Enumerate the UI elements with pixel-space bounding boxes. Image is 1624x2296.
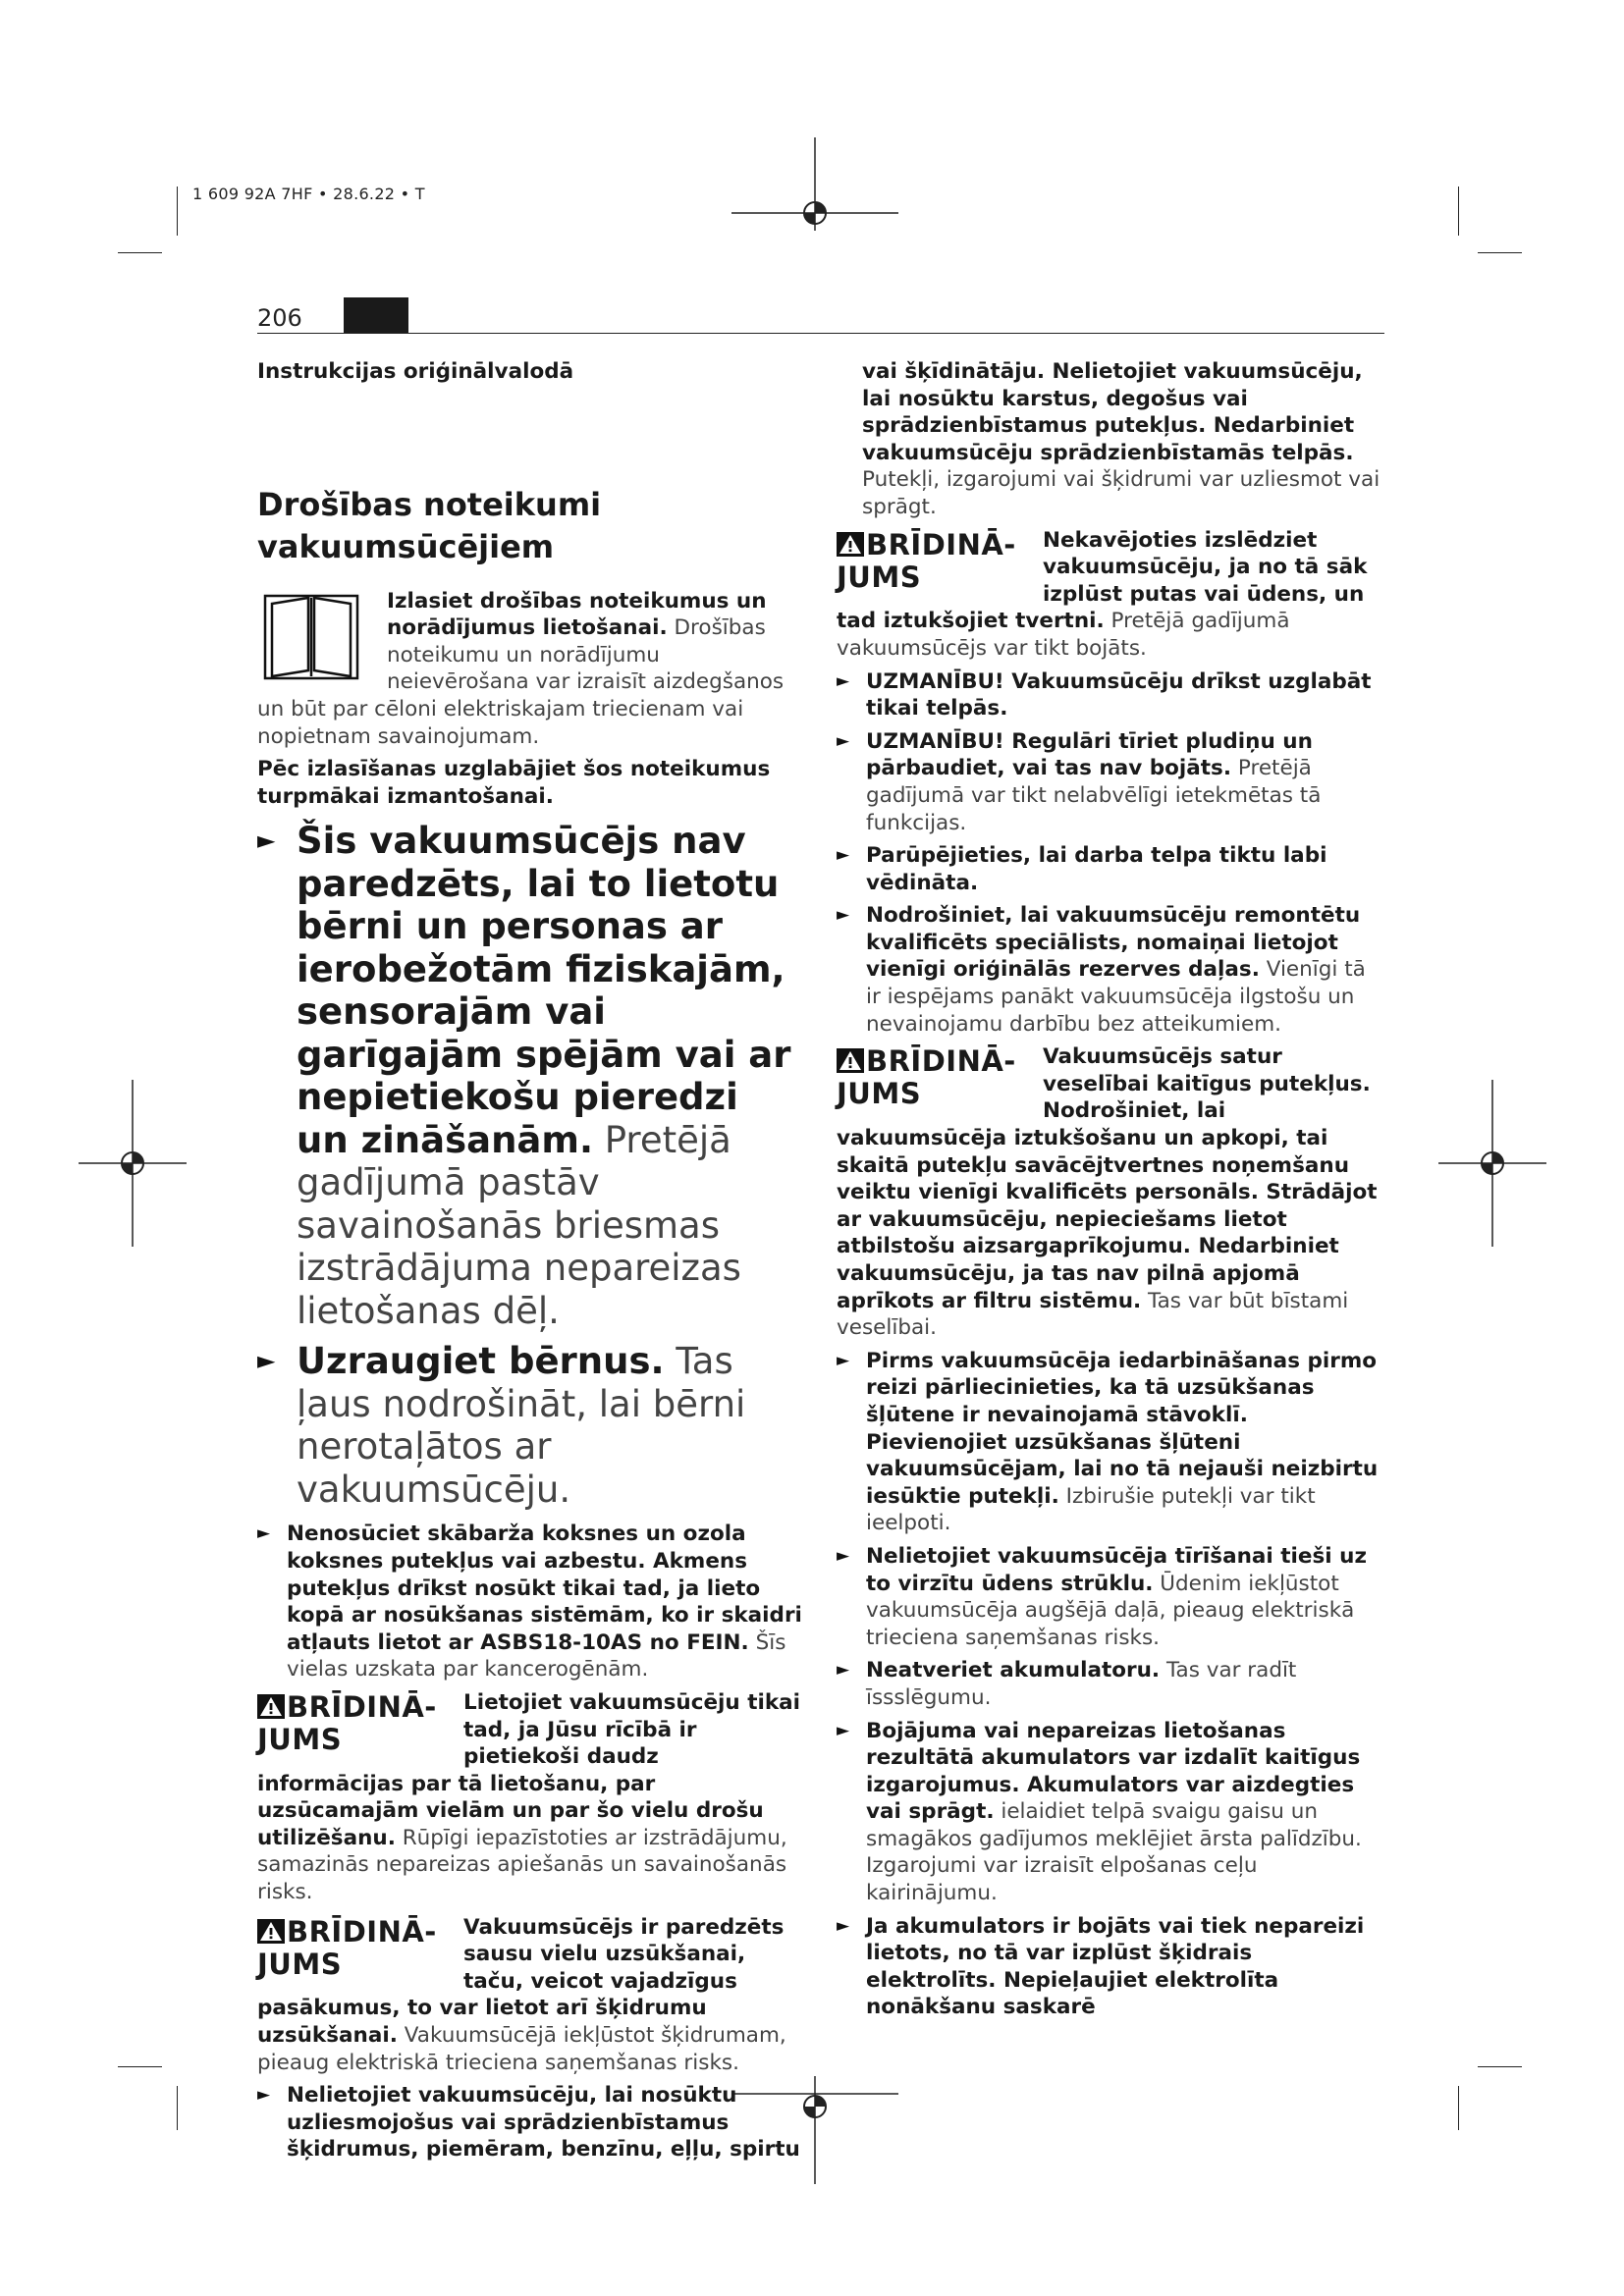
bullet-text: Tas ļaus nodrošināt, lai bērni nerotaļātos ar vakuumsūcēju. (297, 1340, 746, 1511)
bullet-text: ielaidiet telpā svaigu gaisu un smagākos gadījumos meklējiet ārsta palīdzību. Izgarojumi var izraisīt elpošanas ceļu kairinājumu. (866, 1799, 1362, 1906)
page-number: 206 (257, 304, 302, 332)
bullet-bold: Pirms vakuumsūcēja iedarbināšanas pirmo reizi pārliecinieties, ka tā uzsūkšanas šļūtene ir nevainojamā stāvoklī. Pievienojiet uzsūkšanas šļūteni vakuumsūcējam, lai no tā nejauši neizbirtu iesūktie putekļi. (866, 1348, 1379, 1509)
crop-mark (1478, 252, 1522, 253)
continued-text: Putekļi, izgarojumi vai šķidrumi var uzliesmot vai sprāgt. (862, 467, 1380, 519)
warning-block (837, 527, 1386, 663)
bullet-item: ► Bojājuma vai nepareizas lietošanas rezultātā akumulators var izdalīt kaitīgus izgarojumus. Akumulators var aizdegties vai sprāgt. ielaidiet telpā svaigu gaisu un smagākos gadījumos meklējiet ārsta palīdzību. Izgarojumi var izraisīt elpošanas ceļu kairinājumu. (837, 1718, 1362, 1906)
intro-text: Drošības noteikumu un norādījumu neievērošana var izraisīt aizdegšanos un būt par cēloni elektriskajam triecienam vai nopietnam savainojumam. (257, 615, 785, 749)
warning-block (837, 1043, 1386, 1342)
warning-bold: Vakuumsūcējs satur veselībai kaitīgus putekļus. Nodrošiniet, lai vakuumsūcēja iztukšošanu un apkopi, tai skaitā putekļu savācējtvertnes noņemšanu veiktu vienīgi kvalificēts personāls. Strādājot ar vakuumsūcēju, nepieciešams lietot atbilstošu aizsargaprīkojumu. Nedarbiniet vakuumsūcēju, ja tas nav pilnā apjomā aprīkots ar filtru sistēmu. (837, 1044, 1378, 1313)
bullet-bold: Neatveriet akumulatoru. (866, 1658, 1161, 1683)
warning-bold: Vakuumsūcējs ir paredzēts sausu vielu uzsūkšanai, taču, veicot vajadzīgus pasākumus, to var lietot arī šķidrumu uzsūkšanai. (257, 1914, 785, 2049)
bullet-text: Pretējā gadījumā var tikt nelabvēlīgi ietekmētas tā funkcijas. (866, 756, 1322, 835)
warning-triangle-icon (837, 1048, 864, 1073)
bullet-item: ► Neatveriet akumulatoru. Tas var radīt īssslēgumu. (837, 1658, 1297, 1710)
bullet-item: ► Parūpējieties, lai darba telpa tiktu labi vēdināta. (837, 843, 1327, 895)
intro-block (257, 588, 802, 751)
warning-bold: Nekavējoties izslēdziet vakuumsūcēju, ja no tā sāk izplūst putas vai ūdens, un tad iztukšojiet tvertni. (837, 527, 1368, 634)
warning-triangle-icon (257, 1694, 285, 1719)
registration-mark-icon (1438, 1080, 1546, 1247)
bullet-bold: Nenosūciet skābarža koksnes un ozola koksnes putekļus vai azbestu. Akmens putekļus drīkst nosūkt tikai tad, ja lieto kopā ar nosūkšanas sistēmām, ko ir skaidri atļauts lietot ar ASBS18-10AS no FEIN. (287, 1522, 802, 1655)
bullet-item: ► Nelietojiet vakuumsūcēja tīrīšanai tieši uz to virzītu ūdens strūklu. Ūdenim iekļūstot vakuumsūcēja augšējā daļā, pieaug elektriskā trieciena saņemšanas risks. (837, 1543, 1367, 1650)
bullet-bold: Nelietojiet vakuumsūcēju, lai nosūktu uzliesmojošus vai sprādzienbīstamus šķidrumus, piemēram, benzīnu, eļļu, spirtu (287, 2083, 800, 2163)
warning-label: BRĪDINĀ-JUMS (257, 1914, 437, 1981)
warning-triangle-icon (837, 532, 864, 557)
intro-bold: Izlasiet drošības noteikumus un norādījumus lietošanai. (387, 588, 767, 641)
warning-triangle-icon (257, 1919, 285, 1944)
bullet-bold: Nelietojiet vakuumsūcēja tīrīšanai tieši uz to virzītu ūdens strūklu. (866, 1543, 1367, 1596)
crop-mark (118, 252, 162, 253)
crop-mark (118, 2066, 162, 2067)
source-language-label: Instrukcijas oriģinālvalodā (257, 359, 574, 384)
warning-text: Pretējā gadījumā vakuumsūcējs var tikt bojāts. (837, 609, 1290, 661)
document-code: 1 609 92A 7HF • 28.6.22 • T (192, 185, 425, 203)
bullet-item: ► Šis vakuumsūcējs nav paredzēts, lai to lietotu bērni un personas ar ierobežotām fiziskajām, sensorajām vai garīgajām spējām vai ar nepietiekošu pieredzi un zināšanām. Pretējā gadījumā pastāv savainošanās briesmas izstrādājuma nepareizas lietošanas dēļ. (257, 820, 791, 1332)
warning-text: Vakuumsūcējā iekļūstot šķidrumam, pieaug elektriskā trieciena saņemšanas risks. (257, 2023, 786, 2075)
crop-mark (177, 2086, 178, 2130)
warning-label: BRĪDINĀ-JUMS (837, 527, 1016, 594)
warning-label: BRĪDINĀ-JUMS (257, 1689, 437, 1756)
left-column (257, 358, 802, 2163)
warning-text: Rūpīgi iepazīstoties ar izstrādājumu, samazinās nepareizas apiešanās un savainošanās risks. (257, 1825, 787, 1905)
bullet-bold: UZMANĪBU! Regulāri tīriet pludiņu un pārbaudiet, vai tas nav bojāts. (866, 728, 1313, 781)
bullet-bold: Uzraugiet bērnus. (297, 1340, 665, 1383)
bullet-bold: Bojājuma vai nepareizas lietošanas rezultātā akumulators var izdalīt kaitīgus izgarojumus. Akumulators var aizdegties vai sprāgt. (866, 1718, 1361, 1825)
bullet-bold: Ja akumulators ir bojāts vai tiek nepareizi lietots, no tā var izplūst šķidrais elektrolīts. Nepieļaujiet elektrolīta nonākšanu saskarē (866, 1913, 1365, 2020)
right-column (837, 358, 1386, 2021)
bullet-text: Tas var radīt īssslēgumu. (866, 1658, 1297, 1710)
continued-bold: vai šķīdinātāju. Nelietojiet vakuumsūcēju, lai nosūktu karstus, degošus vai sprādzienbīstamus putekļus. Nedarbiniet vakuumsūcēju sprādzienbīstamās telpās. (862, 359, 1363, 465)
read-manual-icon (257, 590, 365, 684)
bullet-text: Izbirušie putekļi var tikt ieelpoti. (866, 1483, 1316, 1536)
bullet-item: ► Nenosūciet skābarža koksnes un ozola koksnes putekļus vai azbestu. Akmens putekļus drīkst nosūkt tikai tad, ja lieto kopā ar nosūkšanas sistēmām, ko ir skaidri atļauts lietot ar ASBS18-10AS no FEIN. Šīs vielas uzskata par kancerogēnām. (257, 1522, 802, 1682)
bullet-item: ► Uzraugiet bērnus. Tas ļaus nodrošināt, lai bērni nerotaļātos ar vakuumsūcēju. (257, 1340, 746, 1511)
warning-bold: Lietojiet vakuumsūcēju tikai tad, ja Jūsu rīcībā ir pietiekoši daudz informācijas par tā lietošanu, par uzsūcamajām vielām un par šo vielu drošu utilizēšanu. (257, 1689, 801, 1850)
bullet-bold: Parūpējieties, lai darba telpa tiktu labi vēdināta. (866, 843, 1327, 895)
registration-mark-icon (79, 1080, 187, 1247)
bullet-bold: UZMANĪBU! Vakuumsūcēju drīkst uzglabāt tikai telpās. (866, 668, 1372, 721)
bullet-text: Ūdenim iekļūstot vakuumsūcēja augšējā daļā, pieaug elektriskā trieciena saņemšanas risks. (866, 1571, 1355, 1650)
keep-instructions-note: Pēc izlasīšanas uzglabājiet šos noteikumus turpmākai izmantošanai. (257, 757, 771, 809)
bullet-text: Šīs vielas uzskata par kancerogēnām. (287, 1629, 786, 1682)
warning-text: Tas var būt bīstami veselībai. (837, 1288, 1349, 1341)
section-title: Drošības noteikumi vakuumsūcējiem (257, 485, 602, 565)
bullet-bold: Nodrošiniet, lai vakuumsūcēju remontētu kvalificēts speciālists, nomaiņai lietojot vienīgi oriģinālās rezerves daļas. (866, 903, 1361, 983)
crop-mark (177, 187, 178, 236)
bullet-item: ► Nelietojiet vakuumsūcēju, lai nosūktu uzliesmojošus vai sprādzienbīstamus šķidrumus, piemēram, benzīnu, eļļu, spirtu (257, 2083, 800, 2163)
crop-mark (1478, 2066, 1522, 2067)
page-tab-marker (344, 297, 408, 334)
bullet-text: Vienīgi tā ir iespējams panākt vakuumsūcēja ilgstošu un nevainojamu darbību bez atteikumiem. (866, 957, 1366, 1037)
bullet-bold: Šis vakuumsūcējs nav paredzēts, lai to lietotu bērni un personas ar ierobežotām fiziskajām, sensorajām vai garīgajām spējām vai ar nepietiekošu pieredzi un zināšanām. (297, 820, 791, 1161)
bullet-item: ► UZMANĪBU! Regulāri tīriet pludiņu un pārbaudiet, vai tas nav bojāts. Pretējā gadījumā var tikt nelabvēlīgi ietekmētas tā funkcijas. (837, 728, 1322, 835)
warning-block (257, 1914, 802, 2077)
warning-label: BRĪDINĀ-JUMS (837, 1044, 1016, 1111)
header-rule (257, 333, 1384, 334)
registration-mark-icon (731, 137, 898, 255)
bullet-item: ► Ja akumulators ir bojāts vai tiek nepareizi lietots, no tā var izplūst šķidrais elektrolīts. Nepieļaujiet elektrolīta nonākšanu saskarē (837, 1913, 1365, 2020)
crop-mark (1458, 187, 1459, 236)
bullet-text: Pretējā gadījumā pastāv savainošanās briesmas izstrādājuma nepareizas lietošanas dēļ. (297, 1118, 741, 1332)
bullet-item: ► Pirms vakuumsūcēja iedarbināšanas pirmo reizi pārliecinieties, ka tā uzsūkšanas šļūtene ir nevainojamā stāvoklī. Pievienojiet uzsūkšanas šļūteni vakuumsūcējam, lai no tā nejauši neizbirtu iesūktie putekļi. Izbirušie putekļi var tikt ieelpoti. (837, 1348, 1379, 1536)
warning-block (257, 1689, 802, 1906)
crop-mark (1458, 2086, 1459, 2130)
bullet-item: ► Nodrošiniet, lai vakuumsūcēju remontētu kvalificēts speciālists, nomaiņai lietojot vienīgi oriģinālās rezerves daļas. Vienīgi tā ir iespējams panākt vakuumsūcēja ilgstošu un nevainojamu darbību bez atteikumiem. (837, 903, 1366, 1037)
bullet-item: ► UZMANĪBU! Vakuumsūcēju drīkst uzglabāt tikai telpās. (837, 668, 1372, 721)
